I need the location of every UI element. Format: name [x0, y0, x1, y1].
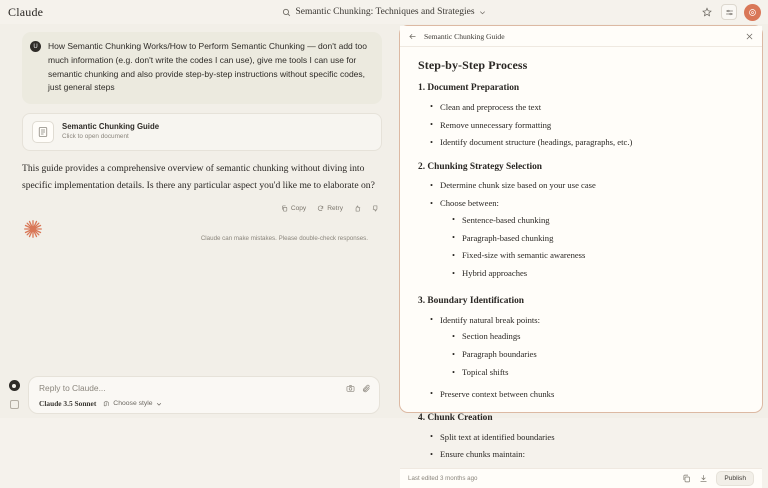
- artifact-list-item: [452, 363, 748, 381]
- copy-button[interactable]: [278, 203, 309, 214]
- conversation-footer: [22, 218, 382, 242]
- style-label: Choose style: [113, 400, 153, 407]
- model-selector[interactable]: Claude 3.5 Sonnet: [39, 399, 97, 408]
- assistant-message-text: This guide provides a comprehensive overview of semantic chunking without diving into specific implementation details. Is there any particular aspect you'd like me to elaborate on?: [22, 163, 375, 191]
- document-icon: [32, 121, 54, 143]
- copy-icon[interactable]: [682, 474, 691, 483]
- chevron-down-icon: [156, 401, 162, 407]
- artifact-list: [452, 211, 748, 283]
- disclaimer-text: Claude can make mistakes. Please double-check responses.: [200, 235, 368, 243]
- artifact-list-item-text: Section headings: [462, 331, 521, 342]
- star-icon[interactable]: [699, 5, 714, 20]
- artifact-list-item-text: Preserve context between chunks: [440, 388, 555, 399]
- artifact-list: [452, 328, 748, 382]
- artifact-list-item: [430, 195, 748, 287]
- artifact-list-item-text: Split text at identified boundaries: [440, 431, 555, 442]
- artifact-list-item: [430, 428, 748, 446]
- thumbs-up-button[interactable]: [351, 203, 364, 214]
- top-bar-actions: [608, 4, 768, 21]
- top-bar: [0, 0, 768, 24]
- artifact-panel: [399, 25, 763, 482]
- artifact-card-subtitle: Click to open document: [62, 133, 129, 141]
- artifact-list-item-text: Paragraph boundaries: [462, 349, 537, 360]
- assistant-message: [22, 113, 382, 214]
- artifact-list-item: [452, 265, 748, 283]
- retry-label: Retry: [327, 205, 343, 213]
- chat-title: Semantic Chunking: Techniques and Strategies: [295, 7, 475, 17]
- artifact-list-item: [430, 177, 748, 195]
- download-icon[interactable]: [699, 474, 708, 483]
- style-selector[interactable]: [103, 400, 161, 407]
- composer-bottom-row: [39, 399, 371, 408]
- artifact-heading: Step-by-Step Process: [418, 58, 528, 72]
- artifact-list-item-text: Choose between:: [440, 198, 499, 209]
- sidebar-toggle-icon[interactable]: [10, 400, 19, 409]
- camera-icon[interactable]: [346, 384, 355, 393]
- back-arrow-icon[interactable]: [408, 32, 417, 41]
- thumbs-down-icon: [372, 205, 379, 212]
- artifact-list-item-text: Sentence-based chunking: [462, 214, 550, 225]
- artifact-list-item: [452, 346, 748, 364]
- artifact-list-item: [430, 134, 748, 152]
- artifact-content: [400, 47, 762, 468]
- search-icon: [282, 8, 291, 17]
- copy-label: Copy: [290, 205, 307, 213]
- artifact-list-item: [430, 98, 748, 116]
- style-icon: [103, 400, 110, 407]
- artifact-card[interactable]: [22, 113, 382, 151]
- publish-button[interactable]: Publish: [716, 471, 754, 486]
- paperclip-icon[interactable]: [362, 384, 371, 393]
- artifact-footer: [400, 468, 762, 488]
- user-message-text: How Semantic Chunking Works/How to Perform Semantic Chunking — don't add too much information (e.g. don't write the codes I can use), give me tools I can use for semantic chunking and also provide step-by-step instructions without specific codes, just general steps: [48, 41, 367, 93]
- thumbs-down-button[interactable]: [369, 203, 382, 214]
- chat-title-button[interactable]: [160, 7, 608, 17]
- artifact-section-heading: 3. Boundary Identification: [418, 296, 525, 307]
- artifact-card-labels: [62, 122, 159, 142]
- artifact-list-item: [430, 446, 748, 464]
- composer-input-icons: [346, 384, 371, 393]
- artifact-list-item-text: Paragraph-based chunking: [462, 232, 554, 243]
- artifact-list-item: [452, 328, 748, 346]
- artifact-section-heading: 2. Chunking Strategy Selection: [418, 161, 542, 172]
- composer-top-row: [39, 383, 371, 393]
- message-list: [0, 24, 392, 242]
- thumbs-up-icon: [354, 205, 361, 212]
- artifact-list-item: [430, 385, 748, 403]
- artifact-list-item-text: Clean and preprocess the text: [440, 101, 542, 112]
- artifact-header: [400, 26, 762, 47]
- copy-icon: [281, 205, 288, 212]
- artifact-list: [430, 311, 748, 403]
- artifact-list: [430, 98, 748, 152]
- retry-icon: [317, 205, 324, 212]
- artifact-list-item-text: Fixed-size with semantic awareness: [462, 250, 586, 261]
- sliders-icon[interactable]: [721, 4, 737, 20]
- new-chat-icon[interactable]: [9, 380, 20, 391]
- artifact-list-item-text: Topical shifts: [462, 367, 509, 378]
- artifact-card-title: Semantic Chunking Guide: [62, 122, 160, 132]
- reply-input[interactable]: Reply to Claude...: [39, 383, 106, 393]
- artifact-list-item-text: Identify document structure (headings, paragraphs, etc.): [440, 137, 633, 148]
- artifact-list-item-text: Identify natural break points:: [440, 314, 540, 325]
- artifact-section-heading: 1. Document Preparation: [418, 83, 520, 93]
- composer[interactable]: [28, 376, 380, 414]
- artifact-section-heading: 4. Chunk Creation: [418, 412, 493, 423]
- artifact-list-item: [430, 116, 748, 134]
- artifact-title: Semantic Chunking Guide: [424, 31, 505, 41]
- artifact-list-item-text: Hybrid approaches: [462, 268, 528, 279]
- retry-button[interactable]: [314, 203, 346, 214]
- last-edited-text: Last edited 3 months ago: [408, 474, 478, 482]
- conversation-pane: [0, 24, 392, 418]
- artifact-list-item: [452, 247, 748, 265]
- artifact-sections: [416, 83, 748, 464]
- brand-logo[interactable]: Claude: [8, 4, 44, 19]
- artifact-list: [430, 428, 748, 464]
- artifact-list-item-text: Determine chunk size based on your use case: [440, 180, 596, 191]
- close-icon[interactable]: [745, 32, 754, 41]
- chevron-down-icon: [479, 9, 486, 16]
- artifact-list: [430, 177, 748, 287]
- artifact-list-item-text: Ensure chunks maintain:: [440, 449, 525, 460]
- user-avatar-badge: U: [30, 41, 41, 52]
- artifact-list-item: [430, 311, 748, 385]
- artifact-list-item: [452, 211, 748, 229]
- artifact-list-item-text: Remove unnecessary formatting: [440, 119, 552, 130]
- claude-starburst-logo: [22, 218, 44, 240]
- artifact-list-item: [452, 229, 748, 247]
- user-message: [22, 32, 382, 104]
- composer-area: [0, 376, 392, 418]
- composer-rail: [0, 376, 28, 409]
- avatar[interactable]: [744, 4, 761, 21]
- message-actions: [22, 203, 382, 214]
